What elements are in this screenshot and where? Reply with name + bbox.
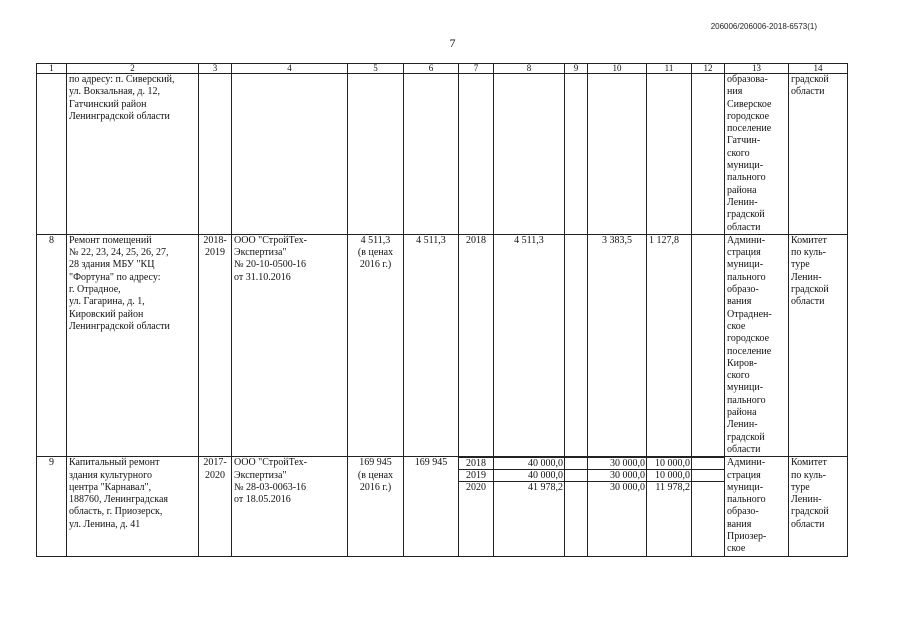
cell-line: поселение bbox=[727, 345, 772, 357]
year-cell: 11 978,2 bbox=[647, 482, 692, 494]
grbs-cell bbox=[789, 74, 848, 235]
cell-line: ООО "СтройТех- bbox=[234, 457, 307, 469]
column-9-cell bbox=[565, 457, 588, 556]
page-number: 7 bbox=[449, 36, 456, 50]
cell-line: 169 945 bbox=[359, 457, 392, 469]
column-header: 5 bbox=[348, 64, 404, 74]
cost-remaining-cell bbox=[404, 74, 459, 235]
year-cell: 41 978,2 bbox=[494, 482, 565, 494]
year-cell bbox=[692, 482, 725, 494]
cell-line: г. Отрадное, bbox=[69, 284, 121, 296]
year-cell bbox=[692, 458, 725, 470]
cell-line: области bbox=[791, 518, 825, 530]
cell-line: по куль- bbox=[791, 247, 827, 259]
cell-line: Ленинградской области bbox=[69, 110, 170, 122]
year-cell: 2018 bbox=[459, 458, 494, 470]
cell-line: по адресу: п. Сиверский, bbox=[69, 74, 175, 85]
table-row bbox=[37, 457, 848, 556]
column-header: 3 bbox=[199, 64, 232, 74]
column-number-row bbox=[37, 64, 848, 74]
cell-line: по куль- bbox=[791, 469, 827, 481]
cell-line: Ленин- bbox=[727, 419, 758, 431]
cell-line: района bbox=[727, 407, 757, 419]
column-header: 6 bbox=[404, 64, 459, 74]
cell-line: Приозер- bbox=[727, 530, 767, 542]
cell-line: Киров- bbox=[727, 357, 758, 369]
year-cell: 10 000,0 bbox=[647, 458, 692, 470]
cell-line: центра "Карнавал", bbox=[69, 481, 152, 493]
regional-budget-cell bbox=[588, 457, 647, 556]
cell-line: 1 127,8 bbox=[649, 234, 679, 246]
cell-line: градской bbox=[791, 284, 829, 296]
cell-line: градской bbox=[727, 431, 765, 443]
cell-line: ул. Ленина, д. 41 bbox=[69, 518, 141, 530]
cell-line: ния bbox=[727, 86, 743, 98]
year-cell bbox=[565, 458, 588, 470]
cell-line: 2020 bbox=[205, 469, 225, 481]
regional-budget-cell bbox=[588, 234, 647, 456]
year-cell bbox=[459, 74, 494, 235]
cell-line: области bbox=[727, 443, 761, 455]
cell-line: страция bbox=[727, 469, 761, 481]
cell-line: ского bbox=[727, 147, 750, 159]
cell-line: градской bbox=[791, 506, 829, 518]
cell-line: 4 511,3 bbox=[360, 234, 391, 246]
cell-line: № 22, 23, 24, 25, 26, 27, bbox=[69, 247, 169, 259]
row-number-cell: 8 bbox=[37, 234, 67, 456]
cell-line: вания bbox=[727, 518, 752, 530]
cell-line: Отраднен- bbox=[727, 308, 772, 320]
cell-line: области bbox=[791, 296, 825, 308]
year-cell: 40 000,0 bbox=[494, 458, 565, 470]
cell-line: ул. Вокзальная, д. 12, bbox=[69, 86, 160, 98]
cell-line: ООО "СтройТех- bbox=[234, 234, 307, 246]
cost-remaining-cell: 4 511,3 bbox=[404, 234, 459, 456]
regional-budget-cell bbox=[588, 74, 647, 235]
cell-line: 188760, Ленинградская bbox=[69, 494, 169, 506]
customer-cell bbox=[725, 74, 789, 235]
period-cell bbox=[199, 457, 232, 556]
local-budget-cell bbox=[647, 234, 692, 456]
column-header: 4 bbox=[232, 64, 348, 74]
cell-line: Ленин- bbox=[791, 494, 822, 506]
cell-line: 4 511,3 bbox=[514, 234, 544, 246]
cell-line: 2019 bbox=[205, 247, 225, 259]
cell-line: Гатчинский район bbox=[69, 98, 147, 110]
column-header: 7 bbox=[459, 64, 494, 74]
customer-cell bbox=[725, 234, 789, 456]
cell-line: ское bbox=[727, 543, 746, 555]
cell-line: 2016 г.) bbox=[359, 259, 392, 271]
program-table bbox=[36, 63, 848, 557]
cell-line: муници- bbox=[727, 382, 764, 394]
cost-remaining-cell: 169 945 bbox=[404, 457, 459, 556]
expertise-cell bbox=[232, 74, 348, 235]
column-header: 2 bbox=[67, 64, 199, 74]
cell-line: Кировский район bbox=[69, 308, 144, 320]
table-row bbox=[37, 74, 848, 235]
year-cell bbox=[565, 470, 588, 482]
cell-line: муници- bbox=[727, 481, 764, 493]
cell-line: ского bbox=[727, 370, 750, 382]
total-amount-cell bbox=[494, 457, 565, 556]
cell-line: Комитет bbox=[791, 234, 827, 246]
cell-line: района bbox=[727, 184, 757, 196]
cell-line: пального bbox=[727, 494, 766, 506]
year-cell: 30 000,0 bbox=[588, 458, 647, 470]
total-amount-cell bbox=[494, 74, 565, 235]
year-cell bbox=[459, 234, 494, 456]
year-cell: 2020 bbox=[459, 482, 494, 494]
column-header: 8 bbox=[494, 64, 565, 74]
cell-line: (в ценах bbox=[357, 247, 394, 259]
cell-line: городское bbox=[727, 110, 770, 122]
cell-line: Админи- bbox=[727, 234, 766, 246]
column-header: 9 bbox=[565, 64, 588, 74]
cell-line: Гатчин- bbox=[727, 135, 761, 147]
total-amount-cell bbox=[494, 234, 565, 456]
cell-line: Ремонт помещений bbox=[69, 234, 152, 246]
cell-line: Сиверское bbox=[727, 98, 772, 110]
cell-line: пального bbox=[727, 271, 766, 283]
object-name-cell bbox=[67, 74, 199, 235]
cell-line: Ленин- bbox=[791, 271, 822, 283]
cell-line: городское bbox=[727, 333, 770, 345]
cell-line: Ленинградской области bbox=[69, 320, 170, 332]
cell-line: области bbox=[791, 86, 825, 98]
table-row bbox=[37, 234, 848, 456]
cell-line: градской bbox=[791, 74, 829, 85]
cell-line: от 31.10.2016 bbox=[234, 271, 291, 283]
local-budget-cell bbox=[647, 457, 692, 556]
column-header: 11 bbox=[647, 64, 692, 74]
cell-line: образова- bbox=[727, 74, 768, 85]
cell-line: (в ценах bbox=[357, 469, 394, 481]
period-cell bbox=[199, 234, 232, 456]
cell-line: ул. Гагарина, д. 1, bbox=[69, 296, 145, 308]
period-cell bbox=[199, 74, 232, 235]
year-cell bbox=[565, 482, 588, 494]
cell-line: муници- bbox=[727, 160, 764, 172]
column-header: 12 bbox=[692, 64, 725, 74]
year-cell: 10 000,0 bbox=[647, 470, 692, 482]
document-id: 206006/206006-2018-6573(1) bbox=[710, 22, 817, 31]
year-cell bbox=[692, 470, 725, 482]
column-12-cell bbox=[692, 457, 725, 556]
cell-line: пального bbox=[727, 172, 766, 184]
cost-total-cell bbox=[348, 74, 404, 235]
cell-line: ское bbox=[727, 320, 746, 332]
object-name-cell bbox=[67, 457, 199, 556]
grbs-cell bbox=[789, 457, 848, 556]
cell-line: Экспертиза" bbox=[234, 247, 287, 259]
year-cell: 30 000,0 bbox=[588, 470, 647, 482]
cell-line: туре bbox=[791, 259, 810, 271]
cell-line: муници- bbox=[727, 259, 764, 271]
cell-line: Капитальный ремонт bbox=[69, 457, 160, 469]
column-header: 10 bbox=[588, 64, 647, 74]
cell-line: страция bbox=[727, 247, 761, 259]
column-9-cell bbox=[565, 234, 588, 456]
row-number-cell: 9 bbox=[37, 457, 67, 556]
cell-line: Комитет bbox=[791, 457, 827, 469]
customer-cell bbox=[725, 457, 789, 556]
column-header: 14 bbox=[789, 64, 848, 74]
row-number-cell bbox=[37, 74, 67, 235]
cell-line: здания культурного bbox=[69, 469, 152, 481]
year-cell: 40 000,0 bbox=[494, 470, 565, 482]
cell-line: 2018 bbox=[466, 234, 486, 246]
object-name-cell bbox=[67, 234, 199, 456]
cell-line: поселение bbox=[727, 123, 772, 135]
cell-line: Ленин- bbox=[727, 196, 758, 208]
column-9-cell bbox=[565, 74, 588, 235]
cell-line: 28 здания МБУ "КЦ bbox=[69, 259, 155, 271]
cell-line: 2018- bbox=[203, 234, 227, 246]
grbs-cell bbox=[789, 234, 848, 456]
cell-line: туре bbox=[791, 481, 810, 493]
cell-line: область, г. Приозерск, bbox=[69, 506, 163, 518]
cell-line: области bbox=[727, 221, 761, 233]
column-header: 1 bbox=[37, 64, 67, 74]
cell-line: 2016 г.) bbox=[359, 481, 392, 493]
year-cell: 2019 bbox=[459, 470, 494, 482]
column-12-cell bbox=[692, 234, 725, 456]
expertise-cell bbox=[232, 457, 348, 556]
cell-line: 2017- bbox=[203, 457, 227, 469]
column-12-cell bbox=[692, 74, 725, 235]
cell-line: образо- bbox=[727, 284, 759, 296]
cell-line: от 18.05.2016 bbox=[234, 494, 291, 506]
cost-total-cell bbox=[348, 457, 404, 556]
cell-line: 3 383,5 bbox=[602, 234, 632, 246]
cell-line: пального bbox=[727, 394, 766, 406]
cell-line: образо- bbox=[727, 506, 759, 518]
cell-line: вания bbox=[727, 296, 752, 308]
cell-line: градской bbox=[727, 209, 765, 221]
cell-line: № 28-03-0063-16 bbox=[234, 481, 307, 493]
year-cell bbox=[459, 457, 494, 556]
cell-line: "Фортуна" по адресу: bbox=[69, 271, 161, 283]
cell-line: Экспертиза" bbox=[234, 469, 287, 481]
column-header: 13 bbox=[725, 64, 789, 74]
expertise-cell bbox=[232, 234, 348, 456]
cell-line: Админи- bbox=[727, 457, 766, 469]
year-cell: 30 000,0 bbox=[588, 482, 647, 494]
local-budget-cell bbox=[647, 74, 692, 235]
cell-line: № 20-10-0500-16 bbox=[234, 259, 307, 271]
cost-total-cell bbox=[348, 234, 404, 456]
